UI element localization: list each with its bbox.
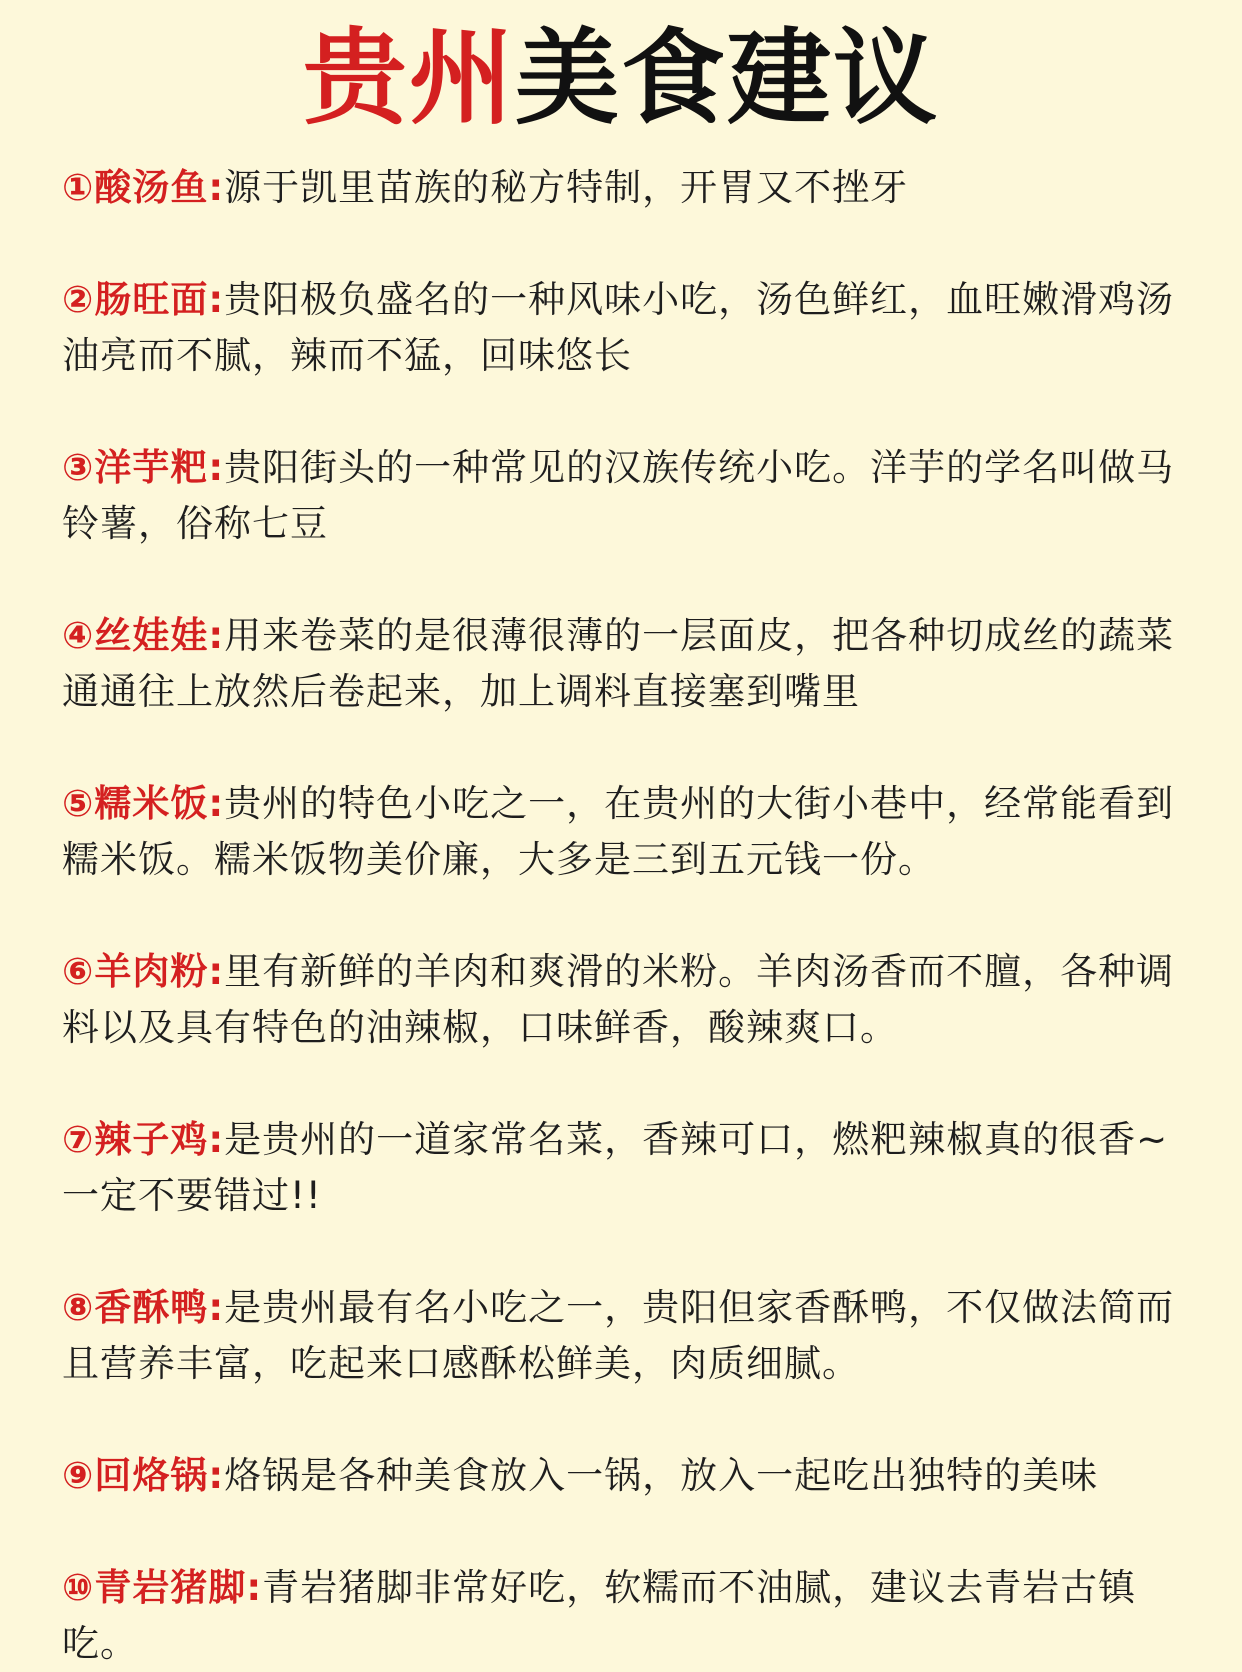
food-item-desc: 源于凯里苗族的秘方特制，开胃又不挫牙 xyxy=(224,166,909,209)
food-item-name: ⑩青岩猪脚: xyxy=(62,1566,263,1609)
food-item-desc: 贵州的特色小吃之一，在贵州的大街小巷中，经常能看到糯米饭。糯米饭物美价廉，大多是三到五元钱一份。 xyxy=(62,782,1175,881)
food-item-desc: 里有新鲜的羊肉和爽滑的米粉。羊肉汤香而不膻，各种调料以及具有特色的油辣椒，口味鲜香，酸辣爽口。 xyxy=(62,950,1175,1049)
page-title xyxy=(62,0,1180,152)
food-item-name: ①酸汤鱼: xyxy=(62,166,225,209)
food-item-laziji xyxy=(62,1112,1180,1224)
title-rest: 美食建议 xyxy=(515,17,940,139)
food-item-desc: 是贵州最有名小吃之一，贵阳但家香酥鸭，不仅做法简而且营养丰富，吃起来口感酥松鲜美，肉质细腻。 xyxy=(62,1286,1175,1385)
food-item-desc: 是贵州的一道家常名菜，香辣可口，燃粑辣椒真的很香~一定不要错过!! xyxy=(62,1118,1169,1217)
title-highlight: 贵州 xyxy=(302,17,515,139)
food-item-yangyuba xyxy=(62,440,1180,552)
food-item-huilaoguo xyxy=(62,1448,1180,1504)
food-item-xiangsuya xyxy=(62,1280,1180,1392)
food-item-name: ⑥羊肉粉: xyxy=(62,950,225,993)
food-item-siwawa xyxy=(62,608,1180,720)
food-item-name: ④丝娃娃: xyxy=(62,614,225,657)
food-item-name: ⑦辣子鸡: xyxy=(62,1118,225,1161)
food-item-desc: 青岩猪脚非常好吃，软糯而不油腻，建议去青岩古镇吃。 xyxy=(62,1566,1137,1665)
food-item-yangroufen xyxy=(62,944,1180,1056)
food-item-name: ⑨回烙锅: xyxy=(62,1454,225,1497)
food-item-name: ②肠旺面: xyxy=(62,278,225,321)
food-item-name: ⑤糯米饭: xyxy=(62,782,225,825)
food-item-qingyanzhujiao xyxy=(62,1560,1180,1672)
food-item-suantangyu xyxy=(62,160,1180,216)
food-item-nuomifan xyxy=(62,776,1180,888)
food-item-desc: 贵阳街头的一种常见的汉族传统小吃。洋芋的学名叫做马铃薯，俗称七豆 xyxy=(62,446,1175,545)
food-item-name: ⑧香酥鸭: xyxy=(62,1286,225,1329)
food-item-name: ③洋芋粑: xyxy=(62,446,225,489)
food-item-desc: 贵阳极负盛名的一种风味小吃，汤色鲜红，血旺嫩滑鸡汤油亮而不腻，辣而不猛，回味悠长 xyxy=(62,278,1175,377)
food-item-desc: 用来卷菜的是很薄很薄的一层面皮，把各种切成丝的蔬菜通通往上放然后卷起来，加上调料直接塞到嘴里 xyxy=(62,614,1175,713)
food-list xyxy=(62,160,1180,1672)
food-item-desc: 烙锅是各种美食放入一锅，放入一起吃出独特的美味 xyxy=(224,1454,1099,1497)
food-item-changwangmian xyxy=(62,272,1180,384)
